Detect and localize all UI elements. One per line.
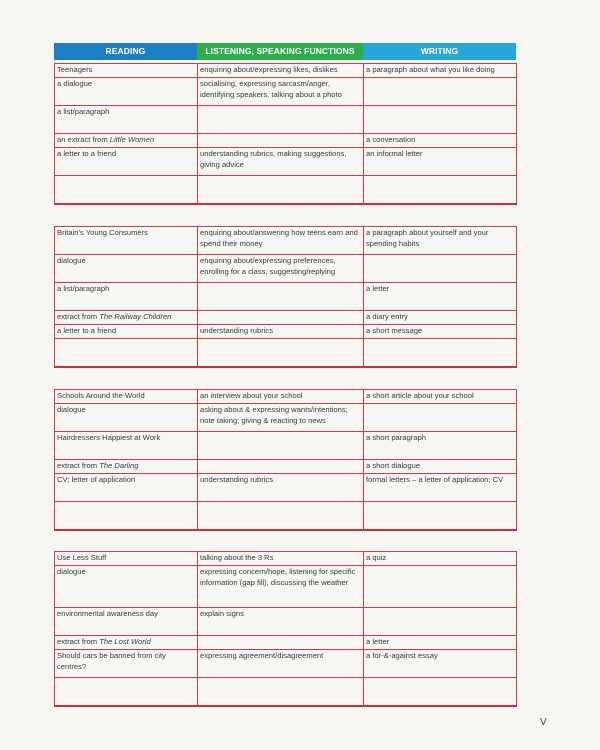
writing-cell — [364, 608, 517, 636]
listening-cell — [198, 311, 364, 325]
reading-cell: Britain's Young Consumers — [55, 227, 198, 255]
writing-cell — [364, 339, 517, 367]
table-row — [55, 432, 517, 460]
reading-cell: an extract from Little Women — [55, 134, 198, 148]
writing-cell — [364, 78, 517, 106]
table-row — [55, 678, 517, 706]
table-row — [55, 64, 517, 78]
listening-cell: enquiring about/answering how teens earn and spend their money — [198, 227, 364, 255]
table-row — [55, 311, 517, 325]
column-header-bar — [54, 43, 516, 60]
listening-cell — [198, 678, 364, 706]
listening-cell — [198, 176, 364, 204]
reading-cell: a letter to a friend — [55, 148, 198, 176]
reading-cell — [55, 678, 198, 706]
writing-cell: a short paragraph — [364, 432, 517, 460]
reading-cell: dialogue — [55, 404, 198, 432]
listening-cell: explain signs — [198, 608, 364, 636]
writing-cell: a short dialogue — [364, 460, 517, 474]
writing-cell: a letter — [364, 636, 517, 650]
section-2-table — [54, 226, 517, 368]
listening-cell — [198, 502, 364, 530]
writing-cell: a letter — [364, 283, 517, 311]
listening-cell — [198, 283, 364, 311]
writing-cell — [364, 404, 517, 432]
listening-cell — [198, 636, 364, 650]
writing-cell — [364, 106, 517, 134]
reading-cell: CV; letter of application — [55, 474, 198, 502]
listening-cell — [198, 339, 364, 367]
header-writing: WRITING — [363, 43, 516, 60]
table-row — [55, 227, 517, 255]
writing-cell: an informal letter — [364, 148, 517, 176]
table-row — [55, 650, 517, 678]
writing-cell: a quiz — [364, 552, 517, 566]
reading-cell: extract from The Lost World — [55, 636, 198, 650]
table-row — [55, 148, 517, 176]
reading-cell: extract from The Darling — [55, 460, 198, 474]
writing-cell — [364, 176, 517, 204]
table-row — [55, 460, 517, 474]
listening-cell: expressing concern/hope, listening for specific information (gap fill), discussing the weather — [198, 566, 364, 608]
section-3-table — [54, 389, 517, 531]
table-row — [55, 325, 517, 339]
reading-cell: dialogue — [55, 566, 198, 608]
listening-cell: asking about & expressing wants/intentions; note taking; giving & reacting to news — [198, 404, 364, 432]
listening-cell — [198, 134, 364, 148]
reading-cell: Use Less Stuff — [55, 552, 198, 566]
section-4-table — [54, 551, 517, 707]
table-row — [55, 78, 517, 106]
table-row — [55, 283, 517, 311]
writing-cell: a short article about your school — [364, 390, 517, 404]
reading-cell — [55, 339, 198, 367]
listening-cell: expressing agreement/disagreement — [198, 650, 364, 678]
reading-cell: a list/paragraph — [55, 106, 198, 134]
table-row — [55, 608, 517, 636]
reading-cell: a letter to a friend — [55, 325, 198, 339]
header-reading: READING — [54, 43, 197, 60]
writing-cell — [364, 502, 517, 530]
writing-cell: a conversation — [364, 134, 517, 148]
reading-cell: extract from The Railway Children — [55, 311, 198, 325]
table-row — [55, 636, 517, 650]
writing-cell: a short message — [364, 325, 517, 339]
table-row — [55, 404, 517, 432]
table-row — [55, 255, 517, 283]
listening-cell: understanding rubrics — [198, 474, 364, 502]
writing-cell — [364, 678, 517, 706]
reading-cell: a dialogue — [55, 78, 198, 106]
listening-cell: enquiring about/expressing likes, dislikes — [198, 64, 364, 78]
listening-cell — [198, 106, 364, 134]
table-row — [55, 390, 517, 404]
page-number: V — [540, 717, 547, 728]
reading-cell: Hairdressers Happiest at Work — [55, 432, 198, 460]
table-row — [55, 474, 517, 502]
table-row — [55, 552, 517, 566]
table-row — [55, 134, 517, 148]
table-row — [55, 176, 517, 204]
reading-cell — [55, 502, 198, 530]
table-row — [55, 339, 517, 367]
writing-cell: a diary entry — [364, 311, 517, 325]
listening-cell: talking about the 3 Rs — [198, 552, 364, 566]
writing-cell: a paragraph about what you like doing — [364, 64, 517, 78]
header-listening-speaking: LISTENING, SPEAKING FUNCTIONS — [197, 43, 363, 60]
reading-cell: Schools Around the World — [55, 390, 198, 404]
writing-cell: formal letters – a letter of application; CV — [364, 474, 517, 502]
table-row — [55, 566, 517, 608]
reading-cell: Should cars be banned from city centres? — [55, 650, 198, 678]
writing-cell: a for-&-against essay — [364, 650, 517, 678]
writing-cell: a paragraph about yourself and your spending habits — [364, 227, 517, 255]
listening-cell — [198, 460, 364, 474]
writing-cell — [364, 566, 517, 608]
table-row — [55, 502, 517, 530]
listening-cell: enquiring about/expressing preferences, enrolling for a class, suggesting/replying — [198, 255, 364, 283]
listening-cell: an interview about your school — [198, 390, 364, 404]
reading-cell: dialogue — [55, 255, 198, 283]
listening-cell: socialising, expressing sarcasm/anger, identifying speakers, talking about a photo — [198, 78, 364, 106]
table-row — [55, 106, 517, 134]
listening-cell: understanding rubrics — [198, 325, 364, 339]
writing-cell — [364, 255, 517, 283]
reading-cell: environmental awareness day — [55, 608, 198, 636]
reading-cell — [55, 176, 198, 204]
section-1-table — [54, 63, 517, 205]
reading-cell: Teenagers — [55, 64, 198, 78]
listening-cell — [198, 432, 364, 460]
listening-cell: understanding rubrics, making suggestions, giving advice — [198, 148, 364, 176]
reading-cell: a list/paragraph — [55, 283, 198, 311]
